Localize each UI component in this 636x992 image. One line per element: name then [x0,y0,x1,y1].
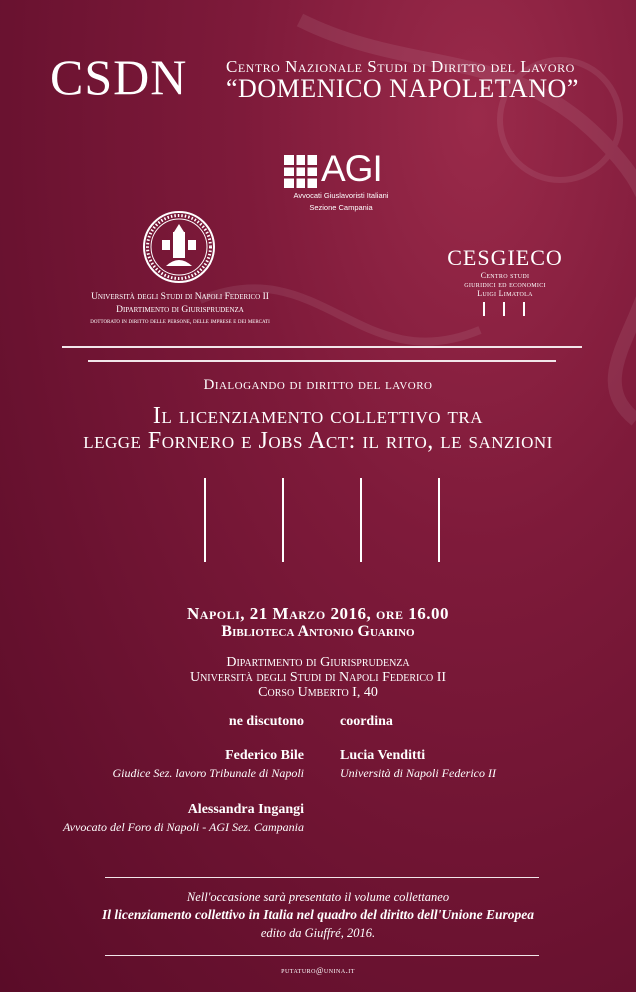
doctorate-name: dottorato in diritto delle persone, delle imprese e dei mercati [90,318,270,325]
divider-book-top [105,877,539,878]
divider-top-1 [62,346,582,348]
book-title: Il licenziamento collettivo in Italia nel quadro del diritto dell'Unione Europea [101,907,535,922]
coordinator-name: Lucia Venditti [340,748,426,763]
discussants-label: ne discutono [228,714,304,729]
center-dedicatee: “DOMENICO NAPOLETANO” [226,74,579,103]
divider-top-2 [88,360,556,362]
cesgieco-line1: Centro studi [480,271,530,280]
series-name: Dialogando di diritto del lavoro [203,377,433,393]
decor-vline-3 [360,478,362,562]
decor-vline-2 [282,478,284,562]
cesgieco-columns-icon [479,302,529,316]
event-venue: Biblioteca Antonio Guarino [221,623,415,640]
speaker-name: Federico Bile [225,748,304,763]
csdn-acronym: CSDN [50,49,188,105]
agi-section: Sezione Campania [309,203,373,212]
university-name: Università degli Studi di Napoli Federico II [91,292,269,302]
agi-full-name: Avvocati Giuslavoristi Italiani [293,191,389,200]
university-seal-icon [142,210,216,284]
address-line3: Corso Umberto I, 40 [258,685,378,700]
agi-logo-text: AGI [321,148,382,189]
speaker-role: Avvocato del Foro di Napoli - AGI Sez. Campania [63,820,304,834]
contact-email[interactable]: putaturo@unina.it [281,966,355,975]
coordinator-role: Università di Napoli Federico II [340,766,496,780]
department-name: Dipartimento di Giurisprudenza [116,305,244,315]
event-date-time: Napoli, 21 Marzo 2016, ore 16.00 [187,604,449,623]
speaker-role: Giudice Sez. lavoro Tribunale di Napoli [112,766,304,780]
speaker-name: Alessandra Ingangi [187,802,304,817]
divider-book-bottom [105,955,539,956]
address-line2: Università degli Studi di Napoli Federico II [189,670,447,685]
decor-vline-4 [438,478,440,562]
book-publisher: edito da Giuffré, 2016. [260,926,376,940]
center-name: Centro Nazionale Studi di Diritto del Lavoro [226,57,575,76]
cesgieco-line2: giuridici ed economici [464,280,546,289]
agi-grid-icon [284,155,317,188]
address-line1: Dipartimento di Giurisprudenza [226,655,410,670]
cesgieco-line3: Luigi Limatola [477,289,533,298]
event-title-line2: legge Fornero e Jobs Act: il rito, le sanzioni [83,428,553,454]
coordinator-label: coordina [340,714,393,729]
book-intro: Nell'occasione sarà presentato il volume collettaneo [186,890,450,904]
event-title-line1: Il licenziamento collettivo tra [152,403,484,429]
cesgieco-logo-text: CESGIECO [447,245,563,270]
decor-vline-1 [204,478,206,562]
